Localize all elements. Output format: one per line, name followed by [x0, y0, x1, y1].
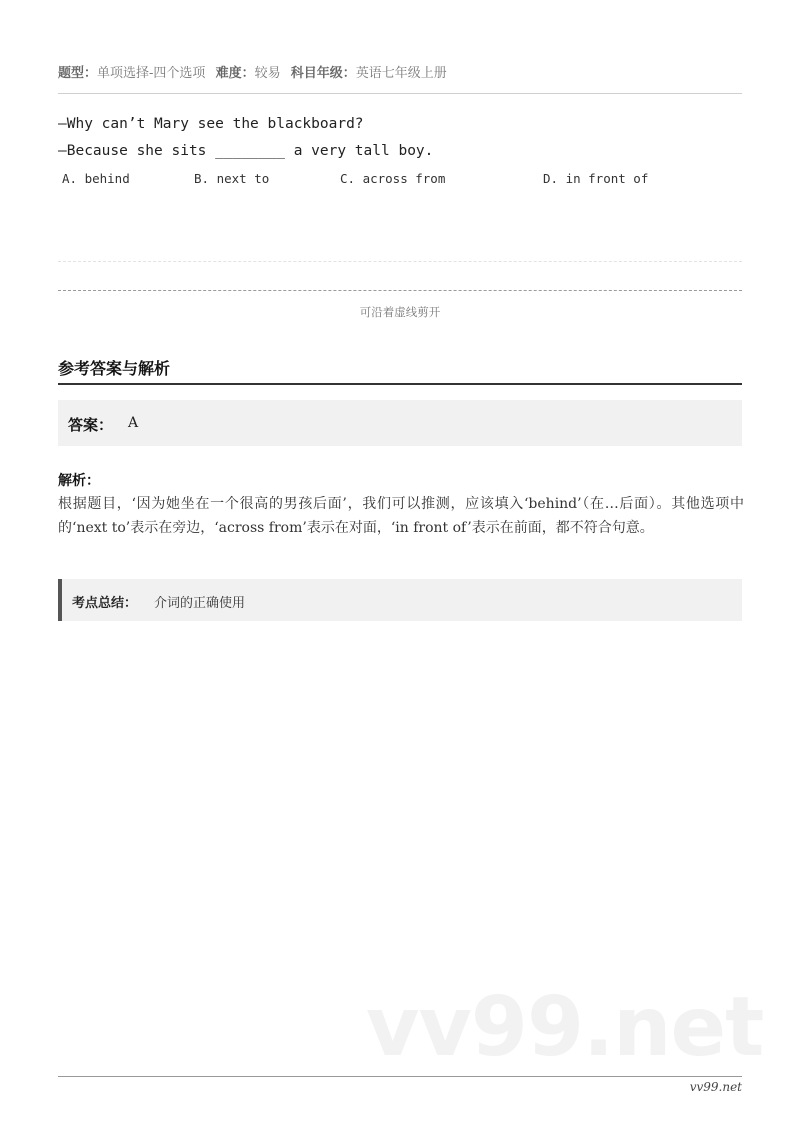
footer-divider [58, 1076, 742, 1077]
subject-value: 英语七年级上册 [355, 66, 447, 81]
answer-box [58, 400, 742, 446]
header-divider [58, 93, 742, 94]
cut-hint: 可沿着虚线剪开 [359, 305, 441, 319]
subject-label: 科目年级： [290, 66, 356, 81]
keypoint-box [58, 579, 742, 621]
difficulty-value: 较易 [254, 66, 281, 81]
keypoint-value: 介词的正确使用 [154, 596, 246, 611]
question-line-1: —Why can’t Mary see the blackboard? [58, 116, 364, 132]
faint-dashed-line [58, 261, 742, 262]
answer-section-title: 参考答案与解析 [58, 359, 171, 378]
footer-site: vv99.net [689, 1080, 742, 1094]
keypoint-label: 考点总结： [72, 596, 138, 611]
question-meta [58, 62, 453, 81]
option-d: D. in front of [543, 171, 649, 186]
explanation-label: 解析： [58, 473, 100, 489]
type-label: 题型： [58, 66, 98, 81]
explanation-text: 根据题目，‘因为她坐在一个很高的男孩后面’，我们可以推测，应该填入‘behind’（在…后面）。其他选项中的‘next to’表示在旁边，‘across from’表示在对面，‘in front of’表示在前面，都不符合句意。 [58, 496, 744, 536]
option-c: C. across from [340, 171, 446, 186]
difficulty-label: 难度： [215, 66, 255, 81]
answer-label: 答案： [68, 416, 114, 434]
watermark: vv99.net [366, 980, 764, 1075]
question-line-2: —Because she sits ________ a very tall boy. [58, 143, 434, 159]
cut-dashed-line [58, 290, 742, 291]
answer-value: A [128, 415, 139, 431]
option-b: B. next to [194, 171, 270, 186]
type-value: 单项选择-四个选项 [97, 66, 206, 81]
answer-section-divider [58, 383, 742, 385]
option-a: A. behind [62, 171, 130, 186]
